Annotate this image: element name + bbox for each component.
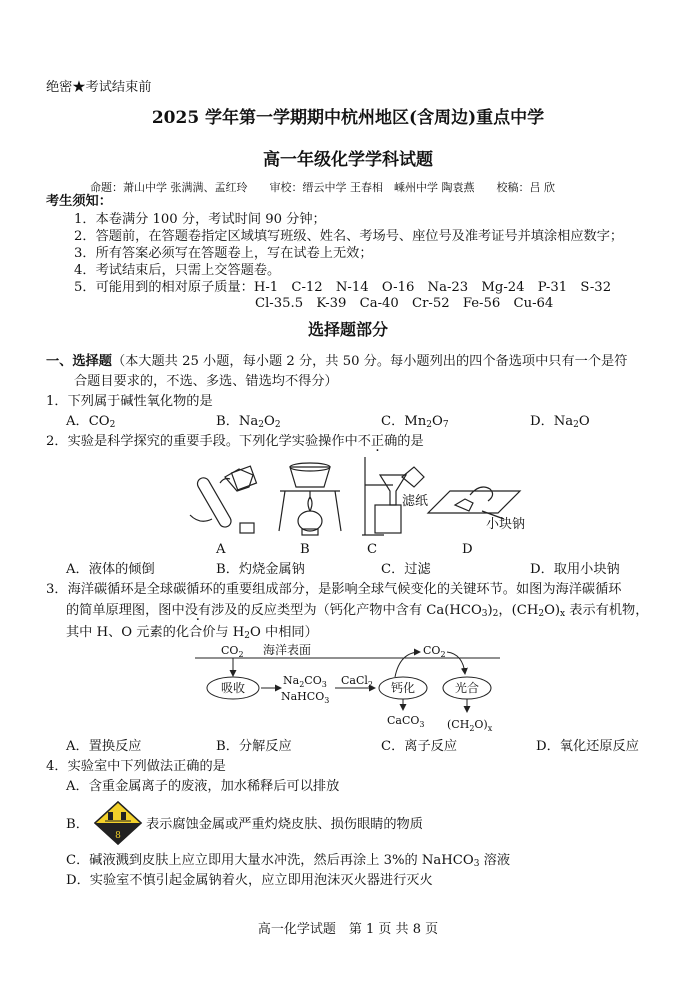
ocean-surface-label: 海洋表面	[263, 643, 312, 657]
q4-option-c: C．碱液溅到皮肤上应立即用大量水冲洗，然后再涂上 3%的 NaHCO$_3$ 溶液	[66, 853, 511, 869]
part-desc-1: （本大题共 25 小题，每小题 2 分，共 50 分。每小题列出的四个备选项中只有一个是符	[111, 354, 628, 369]
figure-label-b: B	[300, 542, 310, 557]
part-desc-2: 合题目要求的，不选、多选、错选均不得分）	[74, 374, 338, 389]
q2-option-a: A．液体的倾倒	[66, 562, 155, 577]
calcification-node: 钙化	[390, 681, 416, 695]
figure-label-c: C	[367, 542, 378, 557]
figure-label-d: D	[462, 542, 473, 557]
svg-text:8: 8	[115, 831, 121, 841]
q4-option-b-label: B．	[66, 817, 89, 832]
q1-stem: 1．下列属于碱性氧化物的是	[46, 394, 213, 409]
sodium-label: 小块钠	[486, 517, 526, 532]
q3-option-c: C．离子反应	[381, 739, 458, 754]
nahco3-label: NaHCO$_3$	[281, 690, 330, 705]
author-line: 命题：萧山中学 张满满、孟红玲 审校：缙云中学 王春相 嵊州中学 陶袁燕 校稿：吕 欣	[90, 181, 555, 194]
pouring-liquid-illustration	[190, 466, 256, 533]
notice-item: 2．答题前，在答题卷指定区域填写班级、姓名、考场号、座位号及准考证号并填涂相应数字；	[74, 229, 624, 244]
notice-item: 4．考试结束后，只需上交答题卷。	[74, 263, 281, 278]
section-title: 选择题部分	[307, 320, 388, 339]
q2-stem: 2．实验是科学探究的重要手段。下列化学实验操作中不正确的是	[46, 434, 424, 449]
burning-sodium-illustration	[279, 463, 341, 535]
q3-line-3: 其中 H、O 元素的化合价与 $H_2O$ 中相同）	[66, 625, 318, 641]
q3-option-b: B．分解反应	[216, 739, 292, 754]
corrosive-hazard-icon	[93, 800, 143, 846]
exam-subtitle: 高一年级化学学科试题	[263, 150, 433, 170]
emphasis-not-involved: 没有	[184, 603, 212, 618]
cacl2-label: CaCl$_2$	[341, 674, 374, 689]
atomic-masses-line2: Cl-35.5 K-39 Ca-40 Cr-52 Fe-56 Cu-64	[255, 296, 554, 311]
q1-option-a: A．$CO_2$	[66, 414, 116, 430]
q2-option-b: B．灼烧金属钠	[216, 562, 305, 577]
ch2o-label: $(CH_2O)_x$	[447, 718, 493, 733]
notice-item: 3．所有答案必须写在答题卷上，写在试卷上无效；	[74, 246, 373, 261]
co2-top-label: $CO_2$	[423, 644, 446, 659]
q1-option-b: B．$Na_2O_2$	[216, 414, 281, 430]
part-description	[46, 354, 627, 370]
absorb-node: 吸收	[220, 681, 246, 695]
notice-item: 5．可能用到的相对原子质量：H-1 C-12 N-14 O-16 Na-23 Mg-24 P-31 S-32	[74, 280, 612, 295]
q4-option-d: D．实验室不慎引起金属钠着火，应立即用泡沫灭火器进行灭火	[66, 873, 433, 888]
q2-option-d: D．取用小块钠	[530, 562, 620, 577]
exam-title: 2025 学年第一学期期中杭州地区(含周边)重点中学	[151, 108, 545, 128]
q3-option-d: D．氧化还原反应	[536, 739, 639, 754]
page-footer: 高一化学试题 第 1 页 共 8 页	[257, 922, 439, 937]
q4-option-b-text: 表示腐蚀金属或严重灼烧皮肤、损伤眼睛的物质	[146, 817, 423, 832]
figure-label-a: A	[216, 542, 226, 557]
emphasis-not-correct: 不正确	[357, 434, 398, 449]
carbon-cycle-diagram	[195, 642, 505, 738]
q2-option-c: C．过滤	[381, 562, 431, 577]
co2-left-label: $CO_2$	[221, 644, 244, 659]
q4-option-a: A．含重金属离子的废液，加水稀释后可以排放	[66, 779, 340, 794]
q3-line-2: 的简单原理图，图中没有涉及的反应类型为（钙化产物中含有 $Ca(HCO_3)_2$，$(CH_2O)_x$ 表示有机物，	[66, 603, 649, 619]
q1-option-d: D．$Na_2O$	[530, 414, 590, 430]
filter-paper-label: 滤纸	[402, 494, 429, 509]
photosynthesis-node: 光合	[454, 681, 480, 695]
taking-sodium-illustration	[428, 487, 520, 519]
notice-heading: 考生须知：	[46, 194, 112, 209]
secret-label: 绝密★考试结束前	[46, 80, 152, 95]
na2co3-label: $Na_2CO_3$	[283, 674, 327, 689]
q3-option-a: A．置换反应	[66, 739, 142, 754]
lab-operations-figure	[170, 455, 530, 540]
q3-line-1: 3．海洋碳循环是全球碳循环的重要组成部分，是影响全球气候变化的关键环节。如图为海洋碳循环	[46, 582, 622, 597]
q1-option-c: C．$Mn_2O_7$	[381, 414, 449, 430]
caco3-label: CaCO$_3$	[387, 714, 425, 729]
q4-stem: 4．实验室中下列做法正确的是	[46, 759, 226, 774]
part-label: 一、选择题	[46, 354, 112, 369]
notice-item: 1．本卷满分 100 分，考试时间 90 分钟；	[74, 212, 326, 227]
